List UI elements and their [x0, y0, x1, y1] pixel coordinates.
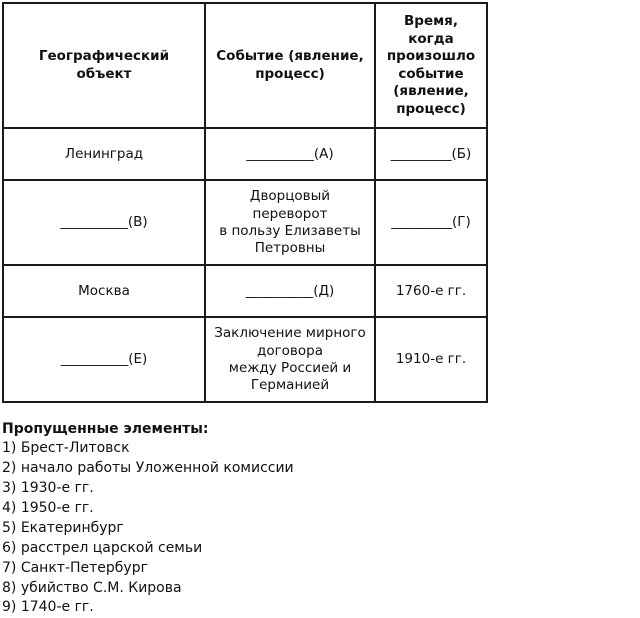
cell-line: Ленинград	[64, 145, 144, 162]
cell-line: __________(Е)	[60, 351, 148, 368]
cell-time	[375, 180, 487, 265]
list-item: 2) начало работы Уложенной комиссии	[2, 460, 294, 477]
table-row	[3, 317, 487, 402]
cell-line: __________(А)	[246, 145, 334, 162]
cell-line: Дворцовый переворот	[249, 188, 331, 222]
table-header-row	[3, 3, 487, 128]
missing-elements-title: Пропущенные элементы:	[2, 421, 209, 438]
cell-event	[205, 128, 375, 180]
column-header-event	[205, 3, 375, 128]
list-item: 1) Брест-Литовск	[2, 440, 130, 457]
header-line: событие	[398, 65, 464, 82]
column-header-place	[3, 3, 205, 128]
cell-place	[3, 180, 205, 265]
worksheet-page	[0, 2, 640, 616]
cell-line: Заключение мирного договора	[214, 325, 366, 359]
cell-time	[375, 128, 487, 180]
header-line: Время, когда	[404, 13, 458, 47]
header-line: процесс)	[396, 100, 466, 117]
header-line: Географический	[38, 48, 170, 65]
cell-line: между Россией и Германией	[228, 359, 352, 394]
cell-line: Москва	[78, 282, 130, 299]
header-line: объект	[76, 65, 132, 82]
cell-time	[375, 317, 487, 402]
cell-line: в пользу Елизаветы Петровны	[219, 222, 361, 257]
cell-time	[375, 265, 487, 317]
header-line: Событие (явление, процесс)	[216, 48, 364, 82]
cell-line: _________(Б)	[390, 145, 472, 162]
table-row	[3, 128, 487, 180]
cell-place	[3, 128, 205, 180]
cell-line: _________(Г)	[391, 214, 471, 231]
cell-place	[3, 317, 205, 402]
list-item: 9) 1740-е гг.	[2, 599, 94, 616]
cell-event	[205, 317, 375, 402]
cell-line: 1760-е гг.	[395, 282, 467, 299]
table-row	[3, 265, 487, 317]
missing-elements-list	[0, 439, 640, 618]
cell-event	[205, 180, 375, 265]
list-item: 6) расстрел царской семьи	[2, 539, 203, 556]
header-line: (явление,	[393, 83, 469, 100]
cell-event	[205, 265, 375, 317]
cell-place	[3, 265, 205, 317]
column-header-time	[375, 3, 487, 128]
cell-line: __________(Д)	[245, 282, 335, 299]
list-item: 4) 1950-е гг.	[2, 500, 94, 517]
cell-line: 1910-е гг.	[395, 351, 467, 368]
table-row	[3, 180, 487, 265]
list-item: 8) убийство С.М. Кирова	[2, 579, 182, 596]
list-item: 7) Санкт-Петербург	[2, 559, 148, 576]
cell-line: __________(В)	[60, 214, 148, 231]
task-table	[2, 2, 488, 403]
list-item: 3) 1930-е гг.	[2, 480, 94, 497]
list-item: 5) Екатеринбург	[2, 519, 124, 536]
header-line: произошло	[386, 48, 476, 65]
